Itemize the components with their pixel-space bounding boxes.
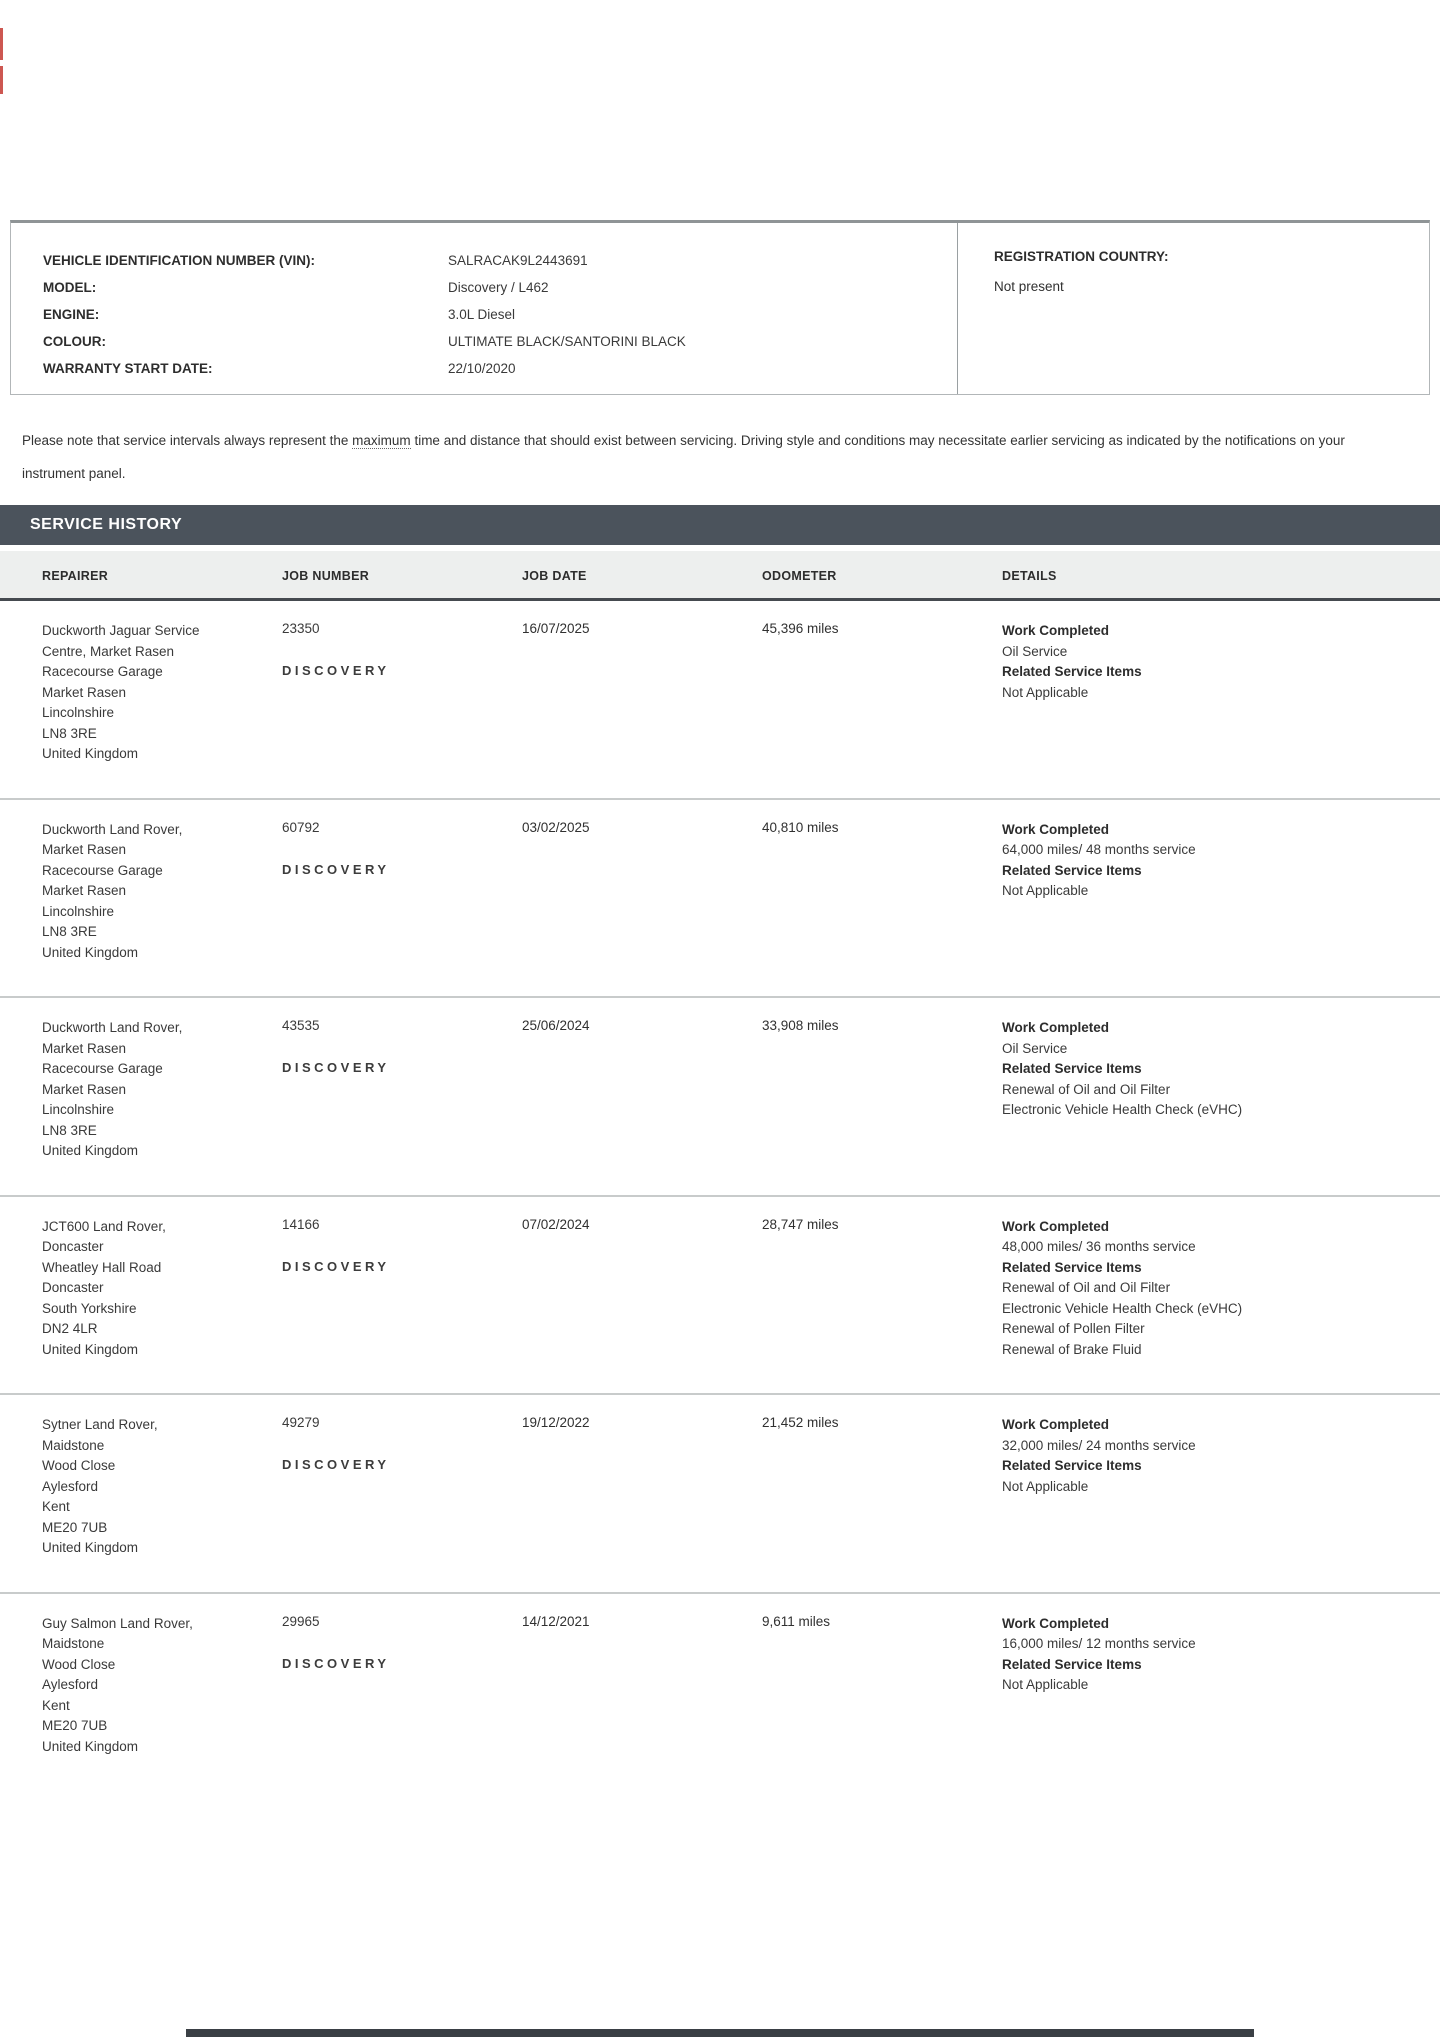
repairer-address-line: Kent — [42, 1697, 70, 1713]
field-label: WARRANTY START DATE: — [43, 361, 213, 376]
repairer-address-line: Racecourse Garage — [42, 664, 163, 679]
vehicle-info-panel — [10, 220, 1430, 395]
job-number: 49279 — [282, 1415, 320, 1430]
column-header-job-date: JOB DATE — [522, 569, 587, 583]
job-number: 23350 — [282, 621, 320, 636]
repairer-address-line: Market Rasen — [42, 883, 127, 898]
details-cell — [1002, 820, 1420, 964]
detail-line: Work Completed — [1002, 623, 1110, 638]
detail-line: Related Service Items — [1002, 664, 1142, 679]
job-number: 43535 — [282, 1018, 320, 1033]
repairer-address-line: Aylesford — [42, 1677, 99, 1692]
field-label: ENGINE: — [43, 307, 100, 322]
detail-line: Not Applicable — [1002, 1677, 1089, 1692]
job-number: 14166 — [282, 1216, 320, 1232]
detail-line: 32,000 miles/ 24 months service — [1002, 1437, 1196, 1453]
detail-line: 16,000 miles/ 12 months service — [1002, 1636, 1196, 1651]
repairer-address-line: Duckworth Land Rover, — [42, 821, 183, 837]
service-history-rows — [0, 601, 1440, 1790]
repairer-address-line: Wheatley Hall Road — [42, 1259, 162, 1275]
repairer-address-line: LN8 3RE — [42, 725, 97, 741]
service-interval-note — [22, 424, 1400, 490]
vehicle-info-row — [43, 247, 957, 274]
detail-line: Related Service Items — [1002, 1259, 1142, 1275]
discovery-wordmark: DISCOVERY — [282, 1655, 390, 1671]
note-text: Please note that service intervals always represent the — [22, 433, 353, 448]
scan-artifact-mark — [0, 66, 3, 94]
scan-artifact-mark — [0, 28, 3, 60]
service-history-table — [0, 551, 1440, 1790]
service-history-section-title: SERVICE HISTORY — [0, 505, 1440, 545]
repairer-address-line: Market Rasen — [42, 1040, 127, 1056]
repairer-address-line: United Kingdom — [42, 1143, 139, 1158]
repairer-address-line: Doncaster — [42, 1239, 104, 1254]
detail-line: Electronic Vehicle Health Check (eVHC) — [1002, 1102, 1243, 1117]
column-header-odometer: ODOMETER — [762, 569, 837, 583]
repairer-address-line: Wood Close — [42, 1458, 116, 1473]
detail-line: Renewal of Brake Fluid — [1002, 1341, 1142, 1357]
details-cell — [1002, 1018, 1420, 1162]
repairer-address-line: United Kingdom — [42, 1738, 139, 1754]
job-date: 25/06/2024 — [522, 1018, 590, 1033]
column-header-repairer: REPAIRER — [42, 569, 109, 583]
job-number-cell — [282, 1614, 522, 1758]
detail-line: Work Completed — [1002, 1218, 1110, 1234]
detail-line: Work Completed — [1002, 821, 1110, 837]
repairer-address-line: Market Rasen — [42, 842, 127, 857]
repairer-address — [42, 1018, 282, 1162]
job-number: 29965 — [282, 1613, 320, 1629]
job-date: 14/12/2021 — [522, 1613, 590, 1629]
detail-line: Work Completed — [1002, 1615, 1110, 1631]
repairer-address-line: United Kingdom — [42, 1341, 139, 1357]
detail-line: Oil Service — [1002, 1040, 1068, 1056]
field-label: VEHICLE IDENTIFICATION NUMBER (VIN): — [43, 253, 315, 268]
job-date: 19/12/2022 — [522, 1415, 590, 1430]
odometer-value: 28,747 miles — [762, 1216, 839, 1232]
repairer-address-line: Racecourse Garage — [42, 1061, 163, 1076]
repairer-address-line: Guy Salmon Land Rover, — [42, 1615, 193, 1631]
column-header-job-number: JOB NUMBER — [282, 569, 370, 583]
repairer-address-line: LN8 3RE — [42, 1122, 97, 1138]
job-number: 60792 — [282, 819, 320, 835]
details-cell — [1002, 1217, 1420, 1361]
job-number-cell — [282, 1018, 522, 1162]
registration-country-value: Not present — [994, 279, 1064, 294]
odometer-value: 9,611 miles — [762, 1613, 831, 1629]
job-date: 07/02/2024 — [522, 1216, 590, 1232]
service-record-row — [0, 996, 1440, 1195]
repairer-address-line: Centre, Market Rasen — [42, 643, 175, 659]
repairer-address-line: Doncaster — [42, 1280, 104, 1295]
field-label: MODEL: — [43, 280, 97, 295]
field-value: ULTIMATE BLACK/SANTORINI BLACK — [448, 334, 686, 349]
detail-line: Related Service Items — [1002, 862, 1142, 878]
repairer-address-line: JCT600 Land Rover, — [42, 1218, 166, 1234]
job-number-cell — [282, 1217, 522, 1361]
repairer-address-line: ME20 7UB — [42, 1718, 108, 1733]
details-cell — [1002, 1614, 1420, 1758]
job-date: 03/02/2025 — [522, 819, 590, 835]
repairer-address — [42, 820, 282, 964]
repairer-address-line: ME20 7UB — [42, 1519, 108, 1535]
field-value: SALRACAK9L2443691 — [448, 253, 588, 268]
detail-line: Renewal of Oil and Oil Filter — [1002, 1280, 1171, 1295]
repairer-address-line: Aylesford — [42, 1478, 99, 1494]
repairer-address — [42, 1415, 282, 1559]
field-value: 3.0L Diesel — [448, 307, 516, 322]
repairer-address-line: Kent — [42, 1499, 70, 1514]
discovery-wordmark: DISCOVERY — [282, 1060, 390, 1075]
detail-line: Related Service Items — [1002, 1656, 1142, 1672]
odometer-value: 40,810 miles — [762, 819, 839, 835]
footer-bar — [186, 2029, 1254, 2037]
repairer-address — [42, 621, 282, 765]
service-record-row — [0, 798, 1440, 997]
field-value: 22/10/2020 — [448, 361, 516, 376]
vehicle-info-row — [43, 355, 957, 382]
repairer-address-line: Racecourse Garage — [42, 862, 163, 878]
detail-line: Oil Service — [1002, 643, 1068, 659]
job-number-cell — [282, 621, 522, 765]
job-number-cell — [282, 1415, 522, 1559]
odometer-value: 45,396 miles — [762, 621, 839, 636]
detail-line: 64,000 miles/ 48 months service — [1002, 842, 1196, 857]
detail-line: Not Applicable — [1002, 684, 1089, 700]
discovery-wordmark: DISCOVERY — [282, 1457, 390, 1472]
vehicle-info-fields — [11, 223, 957, 394]
repairer-address-line: Maidstone — [42, 1437, 105, 1453]
repairer-address-line: Lincolnshire — [42, 1102, 115, 1117]
repairer-address-line: Market Rasen — [42, 1081, 127, 1097]
detail-line: Renewal of Oil and Oil Filter — [1002, 1081, 1171, 1097]
service-record-row — [0, 1393, 1440, 1592]
detail-line: Not Applicable — [1002, 883, 1089, 898]
detail-line: Related Service Items — [1002, 1061, 1142, 1076]
repairer-address-line: Lincolnshire — [42, 705, 115, 720]
repairer-address-line: Duckworth Land Rover, — [42, 1020, 183, 1035]
vehicle-info-row — [43, 274, 957, 301]
vehicle-info-row — [43, 301, 957, 328]
repairer-address-line: DN2 4LR — [42, 1321, 98, 1336]
job-number-cell — [282, 820, 522, 964]
repairer-address-line: LN8 3RE — [42, 924, 97, 939]
field-value: Discovery / L462 — [448, 280, 549, 295]
repairer-address-line: Duckworth Jaguar Service — [42, 623, 200, 638]
discovery-wordmark: DISCOVERY — [282, 861, 390, 877]
note-underlined-word: maximum — [352, 433, 411, 448]
discovery-wordmark: DISCOVERY — [282, 1258, 390, 1274]
note-text: time and distance that should exist between servicing. Driving style and conditions may necessitate earlier servicing as indicated by the notifications on your instrument panel. — [22, 433, 1345, 481]
repairer-address-line: United Kingdom — [42, 1540, 139, 1555]
discovery-wordmark: DISCOVERY — [282, 663, 390, 678]
repairer-address — [42, 1217, 282, 1361]
service-record-row — [0, 601, 1440, 798]
repairer-address-line: Maidstone — [42, 1636, 105, 1651]
detail-line: Renewal of Pollen Filter — [1002, 1321, 1145, 1336]
repairer-address-line: Market Rasen — [42, 684, 127, 700]
odometer-value: 21,452 miles — [762, 1415, 839, 1430]
details-cell — [1002, 621, 1420, 765]
repairer-address-line: Sytner Land Rover, — [42, 1417, 158, 1432]
registration-country-label: REGISTRATION COUNTRY: — [994, 249, 1169, 264]
details-cell — [1002, 1415, 1420, 1559]
detail-line: Related Service Items — [1002, 1458, 1142, 1473]
registration-country-panel — [957, 223, 1429, 394]
job-date: 16/07/2025 — [522, 621, 590, 636]
repairer-address-line: Lincolnshire — [42, 903, 115, 919]
service-record-row — [0, 1592, 1440, 1791]
detail-line: Electronic Vehicle Health Check (eVHC) — [1002, 1300, 1243, 1316]
detail-line: Work Completed — [1002, 1020, 1110, 1035]
repairer-address — [42, 1614, 282, 1758]
repairer-address-line: Wood Close — [42, 1656, 116, 1672]
repairer-address-line: South Yorkshire — [42, 1300, 137, 1316]
detail-line: Not Applicable — [1002, 1478, 1089, 1494]
vehicle-info-row — [43, 328, 957, 355]
odometer-value: 33,908 miles — [762, 1018, 839, 1033]
repairer-address-line: United Kingdom — [42, 746, 139, 761]
service-record-row — [0, 1195, 1440, 1394]
column-header-details: DETAILS — [1002, 569, 1057, 583]
repairer-address-line: United Kingdom — [42, 944, 139, 960]
detail-line: 48,000 miles/ 36 months service — [1002, 1239, 1196, 1254]
table-column-headers — [0, 551, 1440, 601]
detail-line: Work Completed — [1002, 1417, 1110, 1432]
field-label: COLOUR: — [43, 334, 106, 349]
